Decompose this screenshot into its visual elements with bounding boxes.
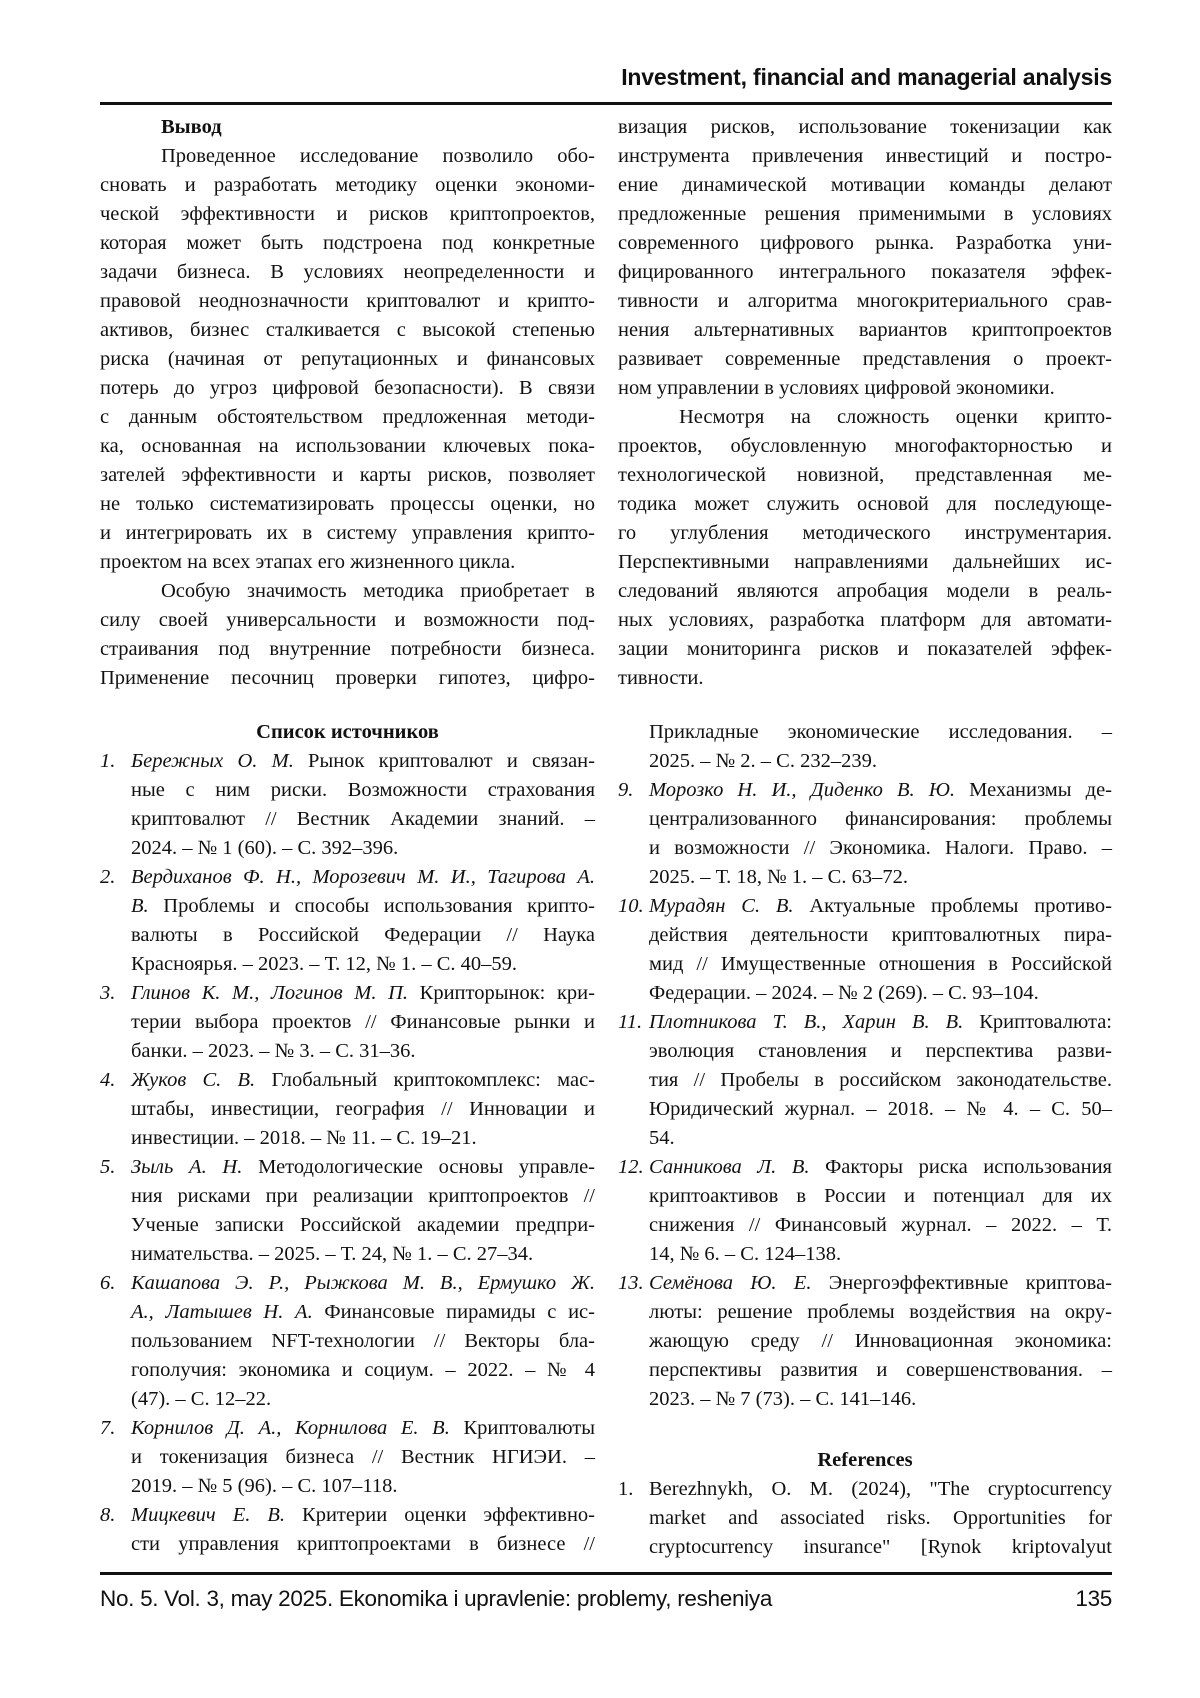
reference-text: Криптовалюта: bbox=[963, 1011, 1112, 1033]
reference-item bbox=[100, 747, 595, 863]
reference-number: 10. bbox=[618, 892, 644, 921]
reference-item bbox=[618, 1153, 1112, 1269]
reference-line bbox=[649, 863, 1112, 892]
reference-number: 1. bbox=[100, 747, 115, 776]
reference-item bbox=[100, 979, 595, 1066]
text-line: Проведенное исследование позволило обо- bbox=[100, 142, 595, 171]
paragraph bbox=[100, 142, 595, 577]
reference-text: Проблемы и способы использования крипто- bbox=[149, 895, 595, 917]
reference-authors: Мурадян С. В. bbox=[649, 895, 794, 917]
reference-item bbox=[618, 1475, 1112, 1562]
reference-number: 3. bbox=[100, 979, 115, 1008]
text-line: технологической новизной, представленная ме- bbox=[618, 461, 1112, 490]
reference-number: 5. bbox=[100, 1153, 115, 1182]
reference-item bbox=[618, 1008, 1112, 1153]
reference-line bbox=[649, 1533, 1112, 1562]
text-line: с данным обстоятельством предложенная методи- bbox=[100, 403, 595, 432]
reference-text: банки. – 2023. – № 3. – С. 31–36. bbox=[131, 1040, 416, 1062]
reference-line bbox=[131, 1182, 595, 1211]
reference-number: 9. bbox=[618, 776, 633, 805]
reference-text: криптоактивов в России и потенциал для их bbox=[649, 1185, 1112, 1207]
reference-text: Федерации. – 2024. – № 2 (269). – С. 93–104. bbox=[649, 982, 1039, 1004]
text-line: зации мониторинга рисков и показателей эффек- bbox=[618, 635, 1112, 664]
text-line: современного цифрового рынка. Разработка уни- bbox=[618, 229, 1112, 258]
reference-text: эволюция становления и перспектива разви- bbox=[649, 1040, 1112, 1062]
reference-item bbox=[618, 892, 1112, 1008]
reference-text: пользованием NFT-технологии // Векторы бла- bbox=[131, 1330, 595, 1352]
reference-authors: Зыль А. Н. bbox=[131, 1156, 242, 1178]
reference-text: сти управления криптопроектами в бизнесе // bbox=[131, 1533, 595, 1555]
journal-info: No. 5. Vol. 3, may 2025. Ekonomika i upravlenie: problemy, resheniya bbox=[100, 1586, 772, 1611]
reference-text: (47). – С. 12–22. bbox=[131, 1388, 271, 1410]
reference-line bbox=[131, 1530, 595, 1559]
text-line: потерь до угроз цифровой безопасности). В связи bbox=[100, 374, 595, 403]
text-line: тодика может служить основой для последующе- bbox=[618, 490, 1112, 519]
reference-text: инвестиции. – 2018. – № 11. – С. 19–21. bbox=[131, 1127, 477, 1149]
page-number: 135 bbox=[1075, 1586, 1112, 1612]
text-line: проектов, обусловленную многофакторностью и bbox=[618, 432, 1112, 461]
reference-line bbox=[649, 950, 1112, 979]
reference-text: 2024. – № 1 (60). – С. 392–396. bbox=[131, 837, 398, 859]
reference-text: ные с ним риски. Возможности страхования bbox=[131, 779, 595, 801]
section-heading: Вывод bbox=[100, 113, 595, 142]
reference-line bbox=[649, 834, 1112, 863]
text-line: фицированного интегрального показателя эффек- bbox=[618, 258, 1112, 287]
text-line: Особую значимость методика приобретает в bbox=[100, 577, 595, 606]
right-references-section bbox=[618, 1446, 1112, 1562]
reference-text: Криптовалюты bbox=[450, 1417, 595, 1439]
reference-text: 14, № 6. – С. 124–138. bbox=[649, 1243, 841, 1265]
reference-line bbox=[131, 1124, 595, 1153]
reference-line bbox=[649, 1269, 1112, 1298]
reference-line bbox=[649, 718, 1112, 747]
english-refs-list bbox=[618, 1475, 1112, 1562]
reference-text: 2023. – № 7 (73). – С. 141–146. bbox=[649, 1388, 916, 1410]
reference-line bbox=[649, 1124, 1112, 1153]
reference-authors: Мицкевич Е. В. bbox=[131, 1504, 285, 1526]
text-line: го углубления методического инструментария. bbox=[618, 519, 1112, 548]
reference-text: Юридический журнал. – 2018. – № 4. – С. 50– bbox=[649, 1098, 1112, 1120]
left-refs-list bbox=[100, 747, 595, 1559]
reference-line bbox=[649, 1385, 1112, 1414]
reference-line bbox=[649, 1475, 1112, 1504]
reference-text: и токенизация бизнеса // Вестник НГИЭИ. – bbox=[131, 1446, 595, 1468]
text-line: ном управлении в условиях цифровой экономики. bbox=[618, 374, 1112, 403]
reference-line bbox=[649, 1037, 1112, 1066]
reference-line bbox=[131, 1443, 595, 1472]
text-line: силу своей универсальности и возможности под- bbox=[100, 606, 595, 635]
reference-number: 8. bbox=[100, 1501, 115, 1530]
text-line: ка, основанная на использовании ключевых пока- bbox=[100, 432, 595, 461]
reference-line bbox=[649, 747, 1112, 776]
text-line: следований являются апробация модели в реаль- bbox=[618, 577, 1112, 606]
reference-item bbox=[100, 1414, 595, 1501]
text-line: правовой неоднозначности криптовалют и крипто- bbox=[100, 287, 595, 316]
running-header: Investment, financial and managerial analysis bbox=[621, 64, 1112, 91]
paragraph bbox=[618, 403, 1112, 693]
reference-text: Финансовые пирамиды с ис- bbox=[313, 1301, 595, 1323]
reference-line bbox=[649, 1327, 1112, 1356]
reference-authors: Бережных О. М. bbox=[131, 750, 294, 772]
reference-line bbox=[131, 950, 595, 979]
reference-line bbox=[131, 1240, 595, 1269]
reference-line bbox=[131, 834, 595, 863]
text-line: развивает современные представления о проект- bbox=[618, 345, 1112, 374]
reference-text: 54. bbox=[649, 1127, 675, 1149]
reference-item bbox=[100, 1066, 595, 1153]
text-line: не только систематизировать процессы оценки, но bbox=[100, 490, 595, 519]
reference-line bbox=[649, 776, 1112, 805]
reference-line bbox=[131, 1327, 595, 1356]
text-line: активов, бизнес сталкивается с высокой степенью bbox=[100, 316, 595, 345]
reference-text: Красноярья. – 2023. – Т. 12, № 1. – С. 40–59. bbox=[131, 953, 517, 975]
reference-line bbox=[649, 892, 1112, 921]
reference-text: Крипторынок: кри- bbox=[408, 982, 595, 1004]
reference-text: снижения // Финансовый журнал. – 2022. – Т. bbox=[649, 1214, 1112, 1236]
text-line: тивности. bbox=[618, 664, 1112, 693]
text-line: которая может быть подстроена под конкретные bbox=[100, 229, 595, 258]
reference-text: валюты в Российской Федерации // Наука bbox=[131, 924, 595, 946]
reference-authors: Санникова Л. В. bbox=[649, 1156, 810, 1178]
text-line: проектом на всех этапах его жизненного цикла. bbox=[100, 548, 595, 577]
reference-number: 6. bbox=[100, 1269, 115, 1298]
reference-number: 12. bbox=[618, 1153, 644, 1182]
reference-number: 11. bbox=[618, 1008, 642, 1037]
reference-line bbox=[649, 1066, 1112, 1095]
reference-line bbox=[131, 863, 595, 892]
reference-text: ния рисками при реализации криптопроектов // bbox=[131, 1185, 595, 1207]
reference-authors: Плотникова Т. В., Харин В. В. bbox=[649, 1011, 963, 1033]
reference-line bbox=[131, 1153, 595, 1182]
left-refs-section bbox=[100, 718, 595, 1559]
text-line: сновать и разработать методику оценки экономи- bbox=[100, 171, 595, 200]
reference-text: 2025. – Т. 18, № 1. – С. 63–72. bbox=[649, 866, 908, 888]
reference-line bbox=[131, 1269, 595, 1298]
reference-line bbox=[131, 1385, 595, 1414]
text-line: визация рисков, использование токенизации как bbox=[618, 113, 1112, 142]
reference-item bbox=[618, 718, 1112, 776]
text-line: Применение песочниц проверки гипотез, цифро- bbox=[100, 664, 595, 693]
reference-line bbox=[649, 921, 1112, 950]
reference-line bbox=[131, 805, 595, 834]
text-line: и интегрировать их в систему управления крипто- bbox=[100, 519, 595, 548]
reference-line bbox=[131, 921, 595, 950]
reference-authors: Корнилов Д. А., Корнилова Е. В. bbox=[131, 1417, 450, 1439]
reference-line bbox=[131, 776, 595, 805]
reference-text: тия // Пробелы в российском законодательстве. bbox=[649, 1069, 1112, 1091]
reference-text: и возможности // Экономика. Налоги. Право. – bbox=[649, 837, 1112, 859]
reference-item bbox=[618, 1269, 1112, 1414]
reference-line bbox=[131, 1356, 595, 1385]
reference-text: Рынок криптовалют и связан- bbox=[294, 750, 595, 772]
reference-line bbox=[131, 1414, 595, 1443]
reference-authors: В. bbox=[131, 895, 149, 917]
text-line: задачи бизнеса. В условиях неопределенности и bbox=[100, 258, 595, 287]
reference-line bbox=[131, 1008, 595, 1037]
text-line: риска (начиная от репутационных и финансовых bbox=[100, 345, 595, 374]
text-line: ческой эффективности и рисков криптопроектов, bbox=[100, 200, 595, 229]
reference-text: Актуальные проблемы противо- bbox=[794, 895, 1112, 917]
reference-number: 4. bbox=[100, 1066, 115, 1095]
text-line: ных условиях, разработка платформ для автомати- bbox=[618, 606, 1112, 635]
reference-item bbox=[100, 1153, 595, 1269]
reference-text: криптовалют // Вестник Академии знаний. – bbox=[131, 808, 595, 830]
reference-text: Критерии оценки эффективно- bbox=[285, 1504, 595, 1526]
reference-line bbox=[131, 1472, 595, 1501]
paragraph bbox=[618, 113, 1112, 403]
reference-item bbox=[100, 1501, 595, 1559]
reference-line bbox=[649, 1211, 1112, 1240]
reference-line bbox=[131, 979, 595, 1008]
reference-authors: Кашапова Э. Р., Рыжкова М. В., Ермушко Ж. bbox=[131, 1272, 595, 1294]
text-line: Перспективными направлениями дальнейших ис- bbox=[618, 548, 1112, 577]
paragraph bbox=[100, 113, 595, 142]
right-body bbox=[618, 113, 1112, 693]
reference-text: централизованного финансирования: проблемы bbox=[649, 808, 1112, 830]
left-body bbox=[100, 113, 595, 693]
reference-number: 7. bbox=[100, 1414, 115, 1443]
reference-line bbox=[131, 1037, 595, 1066]
reference-text: Berezhnykh, O. M. (2024), "The cryptocurrency bbox=[649, 1478, 1112, 1500]
reference-line bbox=[649, 979, 1112, 1008]
references-heading-en: References bbox=[618, 1446, 1112, 1475]
reference-number: 2. bbox=[100, 863, 115, 892]
reference-line bbox=[649, 1504, 1112, 1533]
reference-text: Механизмы де- bbox=[955, 779, 1112, 801]
reference-text: Прикладные экономические исследования. – bbox=[649, 721, 1112, 743]
header-rule bbox=[100, 102, 1112, 105]
reference-line bbox=[131, 1501, 595, 1530]
reference-number: 1. bbox=[618, 1475, 633, 1504]
reference-text: нимательства. – 2025. – Т. 24, № 1. – С. 27–34. bbox=[131, 1243, 533, 1265]
reference-text: штабы, инвестиции, география // Инновации и bbox=[131, 1098, 595, 1120]
reference-item bbox=[618, 776, 1112, 892]
reference-text: Ученые записки Российской академии предпри- bbox=[131, 1214, 595, 1236]
reference-text: cryptocurrency insurance" [Rynok kriptovalyut bbox=[649, 1536, 1112, 1558]
reference-authors: Жуков С. В. bbox=[131, 1069, 255, 1091]
reference-item bbox=[100, 863, 595, 979]
text-line: зателей эффективности и карты рисков, позволяет bbox=[100, 461, 595, 490]
text-line: страивания под внутренние потребности бизнеса. bbox=[100, 635, 595, 664]
right-refs-list bbox=[618, 718, 1112, 1414]
reference-text: люты: решение проблемы воздействия на окру- bbox=[649, 1301, 1112, 1323]
reference-line bbox=[131, 892, 595, 921]
reference-line bbox=[649, 805, 1112, 834]
reference-line bbox=[649, 1153, 1112, 1182]
reference-authors: Семёнова Ю. Е. bbox=[649, 1272, 811, 1294]
reference-line bbox=[649, 1298, 1112, 1327]
text-line: Несмотря на сложность оценки крипто- bbox=[618, 403, 1112, 432]
reference-authors: А., Латышев Н. А. bbox=[131, 1301, 313, 1323]
reference-text: market and associated risks. Opportunities for bbox=[649, 1507, 1112, 1529]
reference-line bbox=[649, 1356, 1112, 1385]
reference-text: Глобальный криптокомплекс: мас- bbox=[255, 1069, 595, 1091]
reference-text: терии выбора проектов // Финансовые рынки и bbox=[131, 1011, 595, 1033]
footer-rule bbox=[100, 1572, 1112, 1575]
reference-text: Факторы риска использования bbox=[810, 1156, 1112, 1178]
reference-line bbox=[131, 1211, 595, 1240]
reference-line bbox=[131, 1298, 595, 1327]
reference-authors: Вердиханов Ф. Н., Морозевич М. И., Тагирова А. bbox=[131, 866, 595, 888]
reference-text: Методологические основы управле- bbox=[242, 1156, 595, 1178]
reference-text: жающую среду // Инновационная экономика: bbox=[649, 1330, 1112, 1352]
reference-text: 2019. – № 5 (96). – С. 107–118. bbox=[131, 1475, 398, 1497]
reference-text: Энергоэффективные криптова- bbox=[811, 1272, 1112, 1294]
paragraph bbox=[100, 577, 595, 693]
reference-line bbox=[649, 1182, 1112, 1211]
reference-line bbox=[649, 1240, 1112, 1269]
reference-line bbox=[131, 747, 595, 776]
text-line: инструмента привлечения инвестиций и постро- bbox=[618, 142, 1112, 171]
reference-authors: Морозко Н. И., Диденко В. Ю. bbox=[649, 779, 955, 801]
reference-text: действия деятельности криптовалютных пира- bbox=[649, 924, 1112, 946]
reference-text: перспективы развития и совершенствования. – bbox=[649, 1359, 1112, 1381]
reference-text: 2025. – № 2. – С. 232–239. bbox=[649, 750, 877, 772]
reference-item bbox=[100, 1269, 595, 1414]
text-line: тивности и алгоритма многокритериального срав- bbox=[618, 287, 1112, 316]
text-line: предложенные решения применимыми в условиях bbox=[618, 200, 1112, 229]
reference-line bbox=[131, 1095, 595, 1124]
reference-number: 13. bbox=[618, 1269, 644, 1298]
reference-line bbox=[649, 1008, 1112, 1037]
text-line: нения альтернативных вариантов криптопроектов bbox=[618, 316, 1112, 345]
reference-line bbox=[649, 1095, 1112, 1124]
text-line: ение динамической мотивации команды делают bbox=[618, 171, 1112, 200]
reference-text: гополучия: экономика и социум. – 2022. – № 4 bbox=[131, 1359, 595, 1381]
references-heading-ru: Список источников bbox=[100, 718, 595, 747]
page-footer bbox=[100, 1586, 1112, 1612]
reference-text: мид // Имущественные отношения в Российской bbox=[649, 953, 1112, 975]
reference-authors: Глинов К. М., Логинов М. П. bbox=[131, 982, 408, 1004]
reference-line bbox=[131, 1066, 595, 1095]
